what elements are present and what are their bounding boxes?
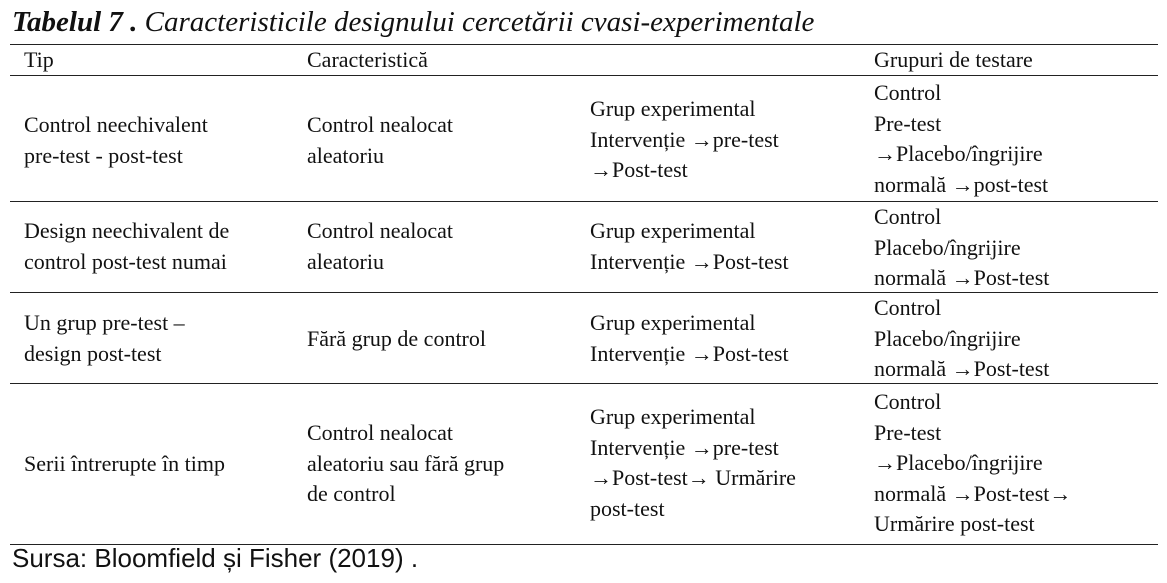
row3-grp-line1: Control bbox=[874, 295, 942, 320]
row3-exp-line2: Intervenție →Post-test bbox=[590, 340, 789, 366]
row2-grp-line2: Placebo/îngrijire bbox=[874, 234, 1021, 260]
table-number-label: Tabelul 7 . bbox=[12, 6, 138, 38]
row1-tip-line1: Control neechivalent bbox=[24, 112, 208, 137]
source-citation: Sursa: Bloomfield și Fisher (2019) . bbox=[12, 543, 419, 573]
header-grupuri: Grupuri de testare bbox=[874, 47, 1033, 72]
row1-experimental bbox=[590, 94, 779, 186]
row2-grupuri bbox=[874, 202, 1049, 294]
row4-tip-line1: Serii întrerupte în timp bbox=[24, 451, 226, 476]
row1-grupuri bbox=[874, 78, 1048, 200]
row2-grp-line3: normală →Post-test bbox=[874, 265, 1050, 290]
row3-grp-line2: Placebo/îngrijire bbox=[874, 325, 1021, 351]
row1-exp-line3: →Post-test bbox=[590, 157, 688, 182]
row4-caracteristica bbox=[307, 418, 504, 510]
row4-exp-line3: →Post-test→ Urmărire bbox=[590, 465, 796, 490]
row4-tip bbox=[24, 449, 225, 480]
row3-experimental bbox=[590, 308, 789, 369]
row4-grp-line4: normală →Post-test→ bbox=[874, 480, 1072, 506]
row4-grp-line5: Urmărire post-test bbox=[874, 511, 1035, 536]
row1-exp-line2: Intervenție →pre-test bbox=[590, 126, 779, 152]
row1-car-line1: Control nealocat bbox=[307, 112, 454, 137]
row2-grp-line1: Control bbox=[874, 204, 942, 229]
row1-exp-line1: Grup experimental bbox=[590, 96, 756, 121]
row2-car-line1: Control nealocat bbox=[307, 218, 454, 243]
header-bottom-rule bbox=[10, 75, 1158, 76]
row4-grp-line1: Control bbox=[874, 389, 942, 414]
row2-experimental bbox=[590, 216, 789, 277]
row4-exp-line4: post-test bbox=[590, 495, 665, 521]
row4-car-line1: Control nealocat bbox=[307, 420, 454, 445]
row4-car-line2: aleatoriu sau fără grup bbox=[307, 450, 505, 476]
row2-caracteristica bbox=[307, 216, 453, 277]
table-title-text: Caracteristicile designului cercetării cvasi-experimentale bbox=[144, 6, 815, 38]
row2-car-line2: aleatoriu bbox=[307, 248, 384, 274]
row3-caracteristica bbox=[307, 324, 486, 355]
row1-grp-line3: →Placebo/îngrijire bbox=[874, 141, 1043, 166]
header-caracteristica: Caracteristică bbox=[307, 47, 428, 72]
row4-exp-line2: Intervenție →pre-test bbox=[590, 434, 779, 460]
row2-tip-line1: Design neechivalent de bbox=[24, 218, 230, 243]
row1-grp-line4: normală →post-test bbox=[874, 171, 1049, 197]
row2-exp-line1: Grup experimental bbox=[590, 218, 756, 243]
row3-car-line1: Fără grup de control bbox=[307, 326, 486, 351]
header-tip: Tip bbox=[24, 47, 54, 72]
row3-tip-line1: Un grup pre-test – bbox=[24, 310, 185, 335]
row1-car-line2: aleatoriu bbox=[307, 142, 384, 168]
row4-exp-line1: Grup experimental bbox=[590, 404, 756, 429]
table-title bbox=[12, 3, 814, 41]
row3-grupuri bbox=[874, 293, 1049, 385]
row1-grp-line1: Control bbox=[874, 80, 942, 105]
row2-tip-line2: control post-test numai bbox=[24, 248, 227, 274]
row4-experimental bbox=[590, 402, 796, 524]
row4-grp-line2: Pre-test bbox=[874, 419, 942, 445]
row1-grp-line2: Pre-test bbox=[874, 110, 942, 136]
row2-tip bbox=[24, 216, 229, 277]
row3-exp-line1: Grup experimental bbox=[590, 310, 756, 335]
row4-car-line3: de control bbox=[307, 481, 396, 506]
row2-exp-line2: Intervenție →Post-test bbox=[590, 248, 789, 274]
row4-grupuri bbox=[874, 387, 1071, 540]
row1-tip bbox=[24, 110, 208, 171]
row4-grp-line3: →Placebo/îngrijire bbox=[874, 450, 1043, 475]
row3-tip-line2: design post-test bbox=[24, 340, 162, 366]
row3-tip bbox=[24, 308, 185, 369]
row1-tip-line2: pre-test - post-test bbox=[24, 142, 183, 168]
row1-caracteristica bbox=[307, 110, 453, 171]
row3-grp-line3: normală →Post-test bbox=[874, 356, 1050, 381]
